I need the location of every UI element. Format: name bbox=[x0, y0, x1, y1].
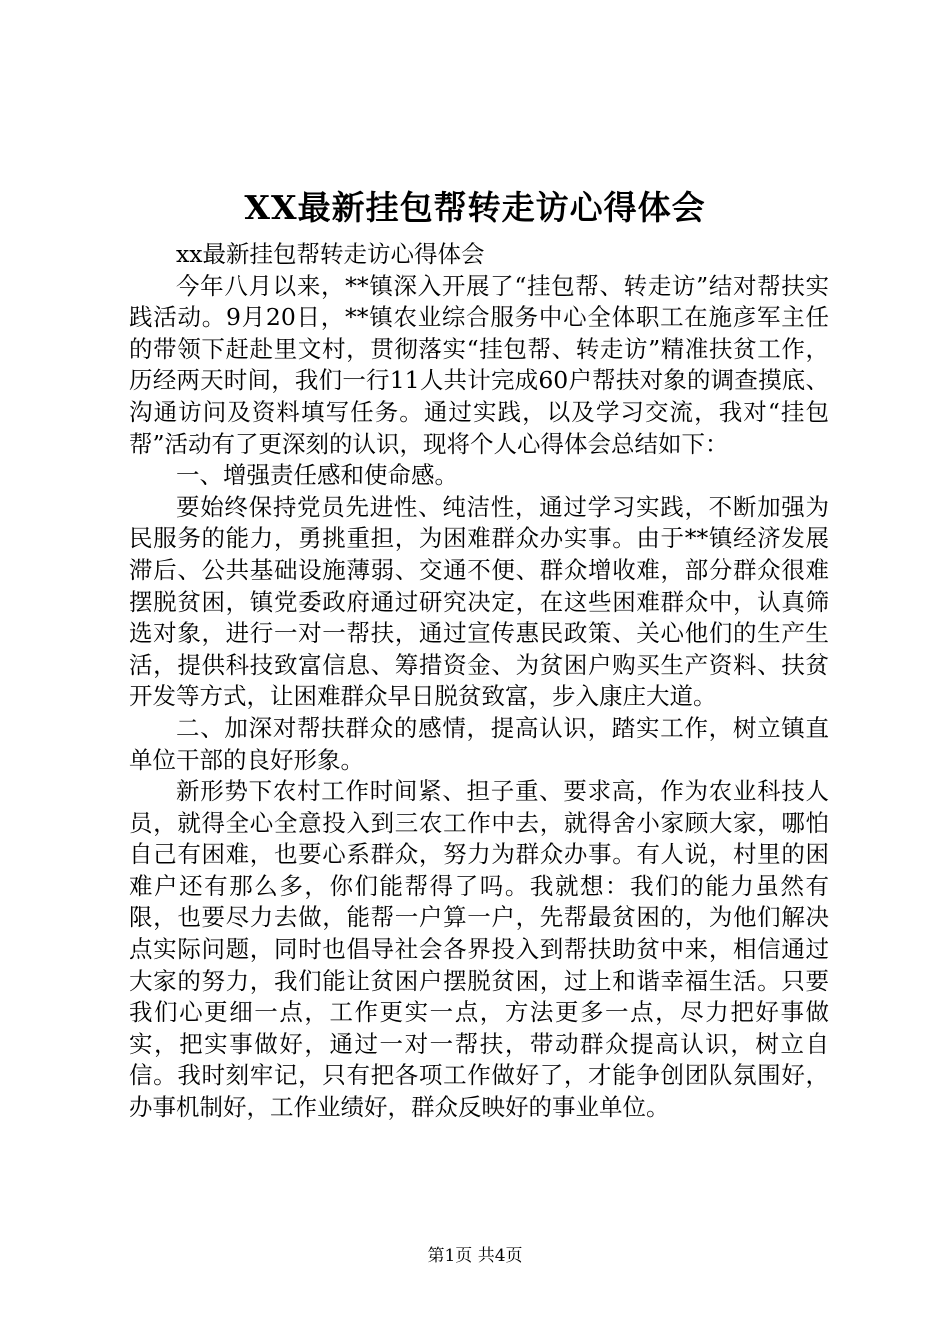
section-heading-2: 二、加深对帮扶群众的感情，提高认识，踏实工作，树立镇直单位干部的良好形象。 bbox=[129, 713, 829, 774]
page-footer: 第1页 共4页 bbox=[427, 1246, 523, 1266]
paragraph-section-2: 新形势下农村工作时间紧、担子重、要求高，作为农业科技人员，就得全心全意投入到三农工作中去，就得舍小家顾大家，哪怕自己有困难，也要心系群众，努力为群众办事。有人说，村里的困难户还有那么多，你们能帮得了吗。我就想：我们的能力虽然有限，也要尽力去做，能帮一户算一户，先帮最贫困的，为他们解决点实际问题，同时也倡导社会各界投入到帮扶助贫中来，相信通过大家的努力，我们能让贫困户摆脱贫困，过上和谐幸福生活。只要我们心更细一点，工作更实一点，方法更多一点，尽力把好事做实，把实事做好，通过一对一帮扶，带动群众提高认识，树立自信。我时刻牢记，只有把各项工作做好了，才能争创团队氛围好，办事机制好，工作业绩好，群众反映好的事业单位。 bbox=[129, 777, 829, 1122]
section-heading-1: 一、增强责任感和使命感。 bbox=[176, 461, 458, 490]
document-body bbox=[129, 239, 829, 1124]
paragraph-section-1: 要始终保持党员先进性、纯洁性，通过学习实践，不断加强为民服务的能力，勇挑重担，为困难群众办实事。由于**镇经济发展滞后、公共基础设施薄弱、交通不便、群众增收难，部分群众很难摆脱贫困，镇党委政府通过研究决定，在这些困难群众中，认真筛选对象，进行一对一帮扶，通过宣传惠民政策、关心他们的生产生活，提供科技致富信息、筹措资金、为贫困户购买生产资料、扶贫开发等方式，让困难群众早日脱贫致富，步入康庄大道。 bbox=[129, 492, 829, 711]
paragraph-intro: 今年八月以来，**镇深入开展了“挂包帮、转走访”结对帮扶实践活动。9月20日，**镇农业综合服务中心全体职工在施彦军主任的带领下赶赴里文村，贯彻落实“挂包帮、转走访”精准扶贫工作，历经两天时间，我们一行11人共计完成60户帮扶对象的调查摸底、沟通访问及资料填写任务。通过实践，以及学习交流，我对“挂包帮”活动有了更深刻的认识，现将个人心得体会总结如下： bbox=[129, 271, 829, 458]
paragraph-subtitle: xx最新挂包帮转走访心得体会 bbox=[176, 240, 485, 268]
document-title: XX最新挂包帮转走访心得体会 bbox=[244, 188, 706, 227]
